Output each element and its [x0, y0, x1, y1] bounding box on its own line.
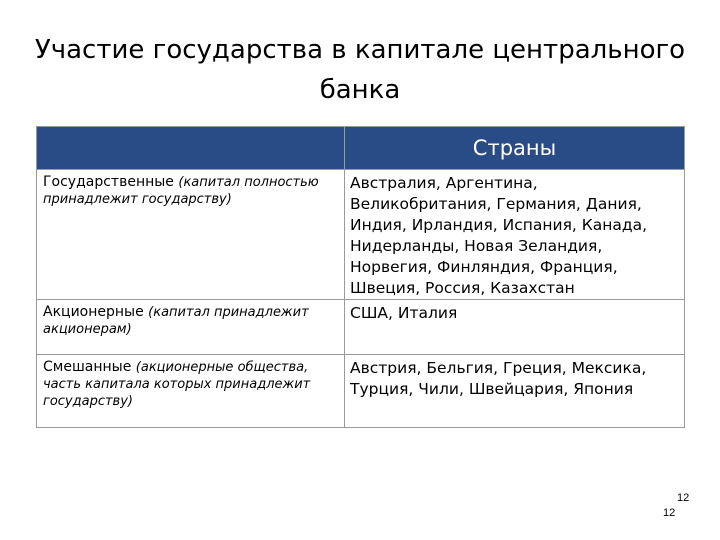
table-row: [37, 355, 685, 428]
central-bank-ownership-table: [36, 126, 685, 428]
ownership-type-label: Акционерные: [43, 304, 144, 320]
ownership-type-cell: [37, 170, 345, 300]
ownership-type-note: (акционерные общества, часть капитала которых принадлежит государству): [43, 360, 311, 409]
page-number-top: 12: [677, 492, 690, 504]
ownership-type-note: (капитал полностью принадлежит государству): [43, 175, 319, 207]
table-header-row: [37, 127, 685, 170]
countries-cell: Австралия, Аргентина, Великобритания, Германия, Дания, Индия, Ирландия, Испания, Канада, Нидерланды, Новая Зеландия, Норвегия, Финляндия, Франция, Швеция, Россия, Казахстан: [345, 170, 685, 300]
slide-title: [0, 30, 720, 110]
page-number-bottom: 12: [663, 507, 676, 519]
ownership-type-label: Государственные: [43, 174, 174, 190]
ownership-type-cell: [37, 300, 345, 355]
ownership-type-cell: [37, 355, 345, 428]
table-row: [37, 300, 685, 355]
header-cell-countries: Страны: [345, 127, 685, 170]
countries-cell: США, Италия: [345, 300, 685, 355]
ownership-type-note: (капитал принадлежит акционерам): [43, 305, 309, 337]
ownership-type-label: Смешанные: [43, 359, 132, 375]
countries-cell: Австрия, Бельгия, Греция, Мексика, Турция, Чили, Швейцария, Япония: [345, 355, 685, 428]
table-row: [37, 170, 685, 300]
slide-title-line-2: банка: [319, 75, 401, 105]
slide-title-line-1: Участие государства в капитале центрального: [34, 35, 686, 65]
header-cell-left: [37, 127, 345, 170]
